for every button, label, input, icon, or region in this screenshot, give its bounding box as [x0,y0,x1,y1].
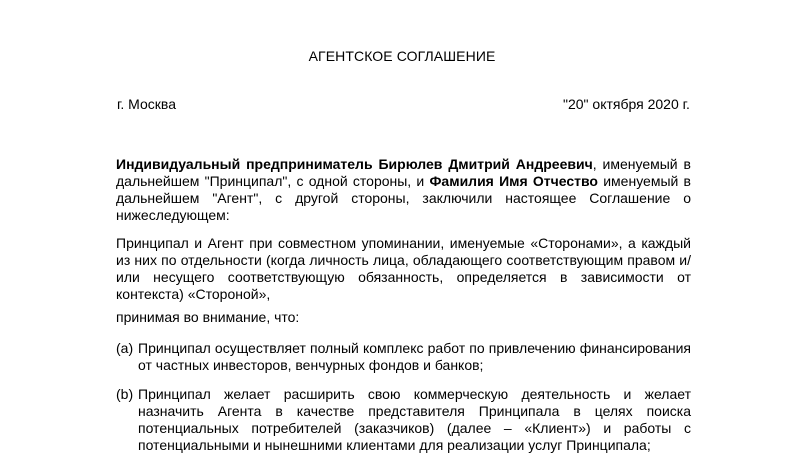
whereas-line: принимая во внимание, что: [116,309,300,325]
list-item-text: Принципал осуществляет полный комплекс работ по привлечению финансирования от частных инвесторов, венчурных фондов и банков; [138,340,691,373]
list-item-text: Принципал желает расширить свою коммерческую деятельность и желает назначить Агента в качестве представителя Принципала в целях поиска потенциальных потребителей (заказчиков) (далее – «Клиент») и работы с потенциальными и нынешними клиентами для реализации услуг Принципала; [138,386,691,453]
document-title: АГЕНТСКОЕ СОГЛАШЕНИЕ [308,48,496,64]
list-item-marker: (b) [116,386,134,402]
list-item [116,386,691,454]
list-item-marker: (a) [116,340,134,356]
principal-name: Индивидуальный предприниматель Бирюлев Дмитрий Андреевич [116,156,593,172]
list-item [116,340,691,374]
document-date: "20" октября 2020 г. [563,96,690,112]
document-city: г. Москва [117,96,176,112]
parties-paragraph: Принципал и Агент при совместном упоминании, именуемые «Сторонами», а каждый из них по отдельности (когда личность лица, обладающего соответствующим правом и/или несущего соответствующую обязанность, определяется в зависимости от контекста) «Стороной», [116,235,691,302]
intro-paragraph [116,156,691,224]
intro-text-1: , именуемый в дальнейшем "Принципал", с одной стороны, и [116,156,691,189]
intro-text-2: именуемый в дальнейшем "Агент", с другой стороны, заключили настоящее Соглашение о нижеследующем: [116,173,691,223]
agent-name: Фамилия Имя Отчество [429,173,598,189]
